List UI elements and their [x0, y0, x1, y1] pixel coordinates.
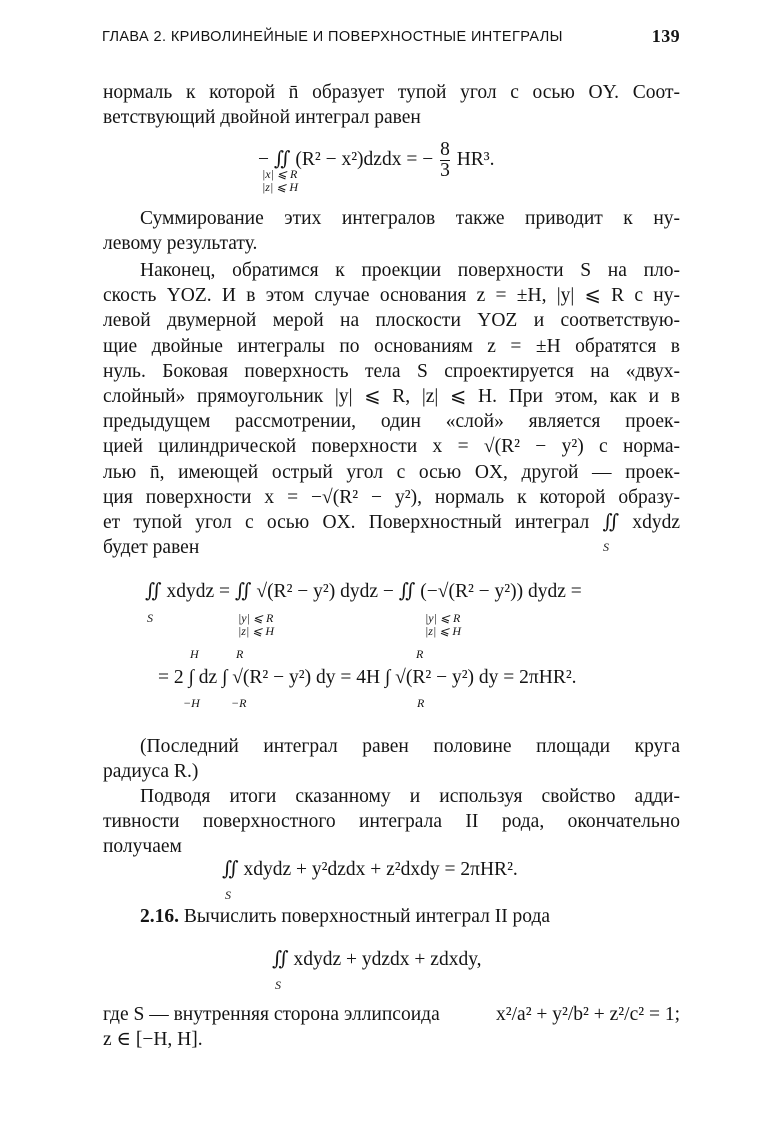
text-line: слойный» прямоугольник |y| ⩽ R, |z| ⩽ H. При этом, как и в [103, 385, 680, 407]
limit-line: |x| ⩽ R [262, 167, 298, 181]
limit-line: |y| ⩽ R [238, 611, 274, 625]
page-number: 139 [651, 26, 680, 46]
text-line: левому результату. [103, 233, 258, 255]
problem-line [103, 904, 680, 929]
text-line: нормаль к которой n̄ образует тупой угол с осью OY. Соот- [103, 82, 680, 103]
limit-line: |z| ⩽ H [238, 624, 274, 638]
ellipsoid-equation: x²/a² + y²/b² + z²/c² = 1; [496, 1004, 680, 1025]
text-line: щие двойные интегралы по основаниям z = ±H обратятся в [103, 335, 680, 357]
paragraph-1 [103, 80, 680, 130]
lower-limit: R [417, 696, 425, 710]
equation-2-line-1: ∬ xdydz = ∬ √(R² − y²) dydz − ∬ (−√(R² − y²)) dydz = [145, 581, 582, 602]
text-line: Подводя итоги сказанному и используя свойство адди- [140, 786, 680, 807]
equation-body: − ∬ (R² − x²)dzdx = − [258, 148, 434, 170]
upper-limit: H [190, 647, 199, 661]
integral-subscript-S: S [225, 888, 231, 902]
text-line: лью n̄, имеющей острый угол с осью OX, другой — проек- [103, 461, 680, 483]
text-line: ет тупой угол с осью OX. Поверхностный интеграл ∬ xdydz [103, 511, 680, 533]
text-line: получаем [103, 836, 182, 858]
integral-subscript-S: S [147, 611, 153, 625]
text-line: будет равен [103, 537, 200, 559]
text-line: тивности поверхностного интеграла II рода, окончательно [103, 811, 680, 833]
problem-2-16 [103, 904, 680, 929]
text-line: Наконец, обратимся к проекции поверхности S на пло- [140, 260, 680, 281]
fraction-denominator: 3 [440, 160, 450, 181]
text-line: (Последний интеграл равен половине площади круга [140, 736, 680, 757]
integral-subscript-S: S [275, 978, 281, 992]
equation-2-line-2: = 2 ∫ dz ∫ √(R² − y²) dy = 4H ∫ √(R² − y²) dy = 2πHR². [158, 667, 577, 688]
problem-number: 2.16. [140, 906, 179, 927]
limit-line: |z| ⩽ H [262, 180, 298, 194]
limit-line: |z| ⩽ H [425, 624, 461, 638]
text-line: скость YOZ. И в этом случае основания z = ±H, |y| ⩽ R с ну- [103, 285, 680, 307]
text-line [103, 1002, 680, 1027]
lower-limit: −R [231, 696, 247, 710]
text-line: Суммирование этих интегралов также приводит к ну- [140, 208, 680, 229]
text-line: левой двумерной мерой на плоскости YOZ и соответствую- [103, 310, 680, 332]
text-line: z ∈ [−H, H]. [103, 1029, 203, 1051]
integral-limits [238, 612, 274, 638]
paragraph-6 [103, 1002, 680, 1052]
text-line: предыдущем рассмотрении, один «слой» является проек- [103, 411, 680, 433]
integral-limits [262, 168, 298, 194]
paragraph-4 [103, 734, 680, 784]
problem-text: Вычислить поверхностный интеграл II рода [183, 906, 551, 927]
upper-limit: R [416, 647, 424, 661]
chapter-title: ГЛАВА 2. КРИВОЛИНЕЙНЫЕ И ПОВЕРХНОСТНЫЕ ИНТЕГРАЛЫ [102, 29, 563, 45]
text-line: цией цилиндрической поверхности x = √(R² − y²) с норма- [103, 436, 680, 458]
integral-limits [425, 612, 461, 638]
running-header [100, 26, 680, 48]
text-line: нуль. Боковая поверхность тела S спроектируется на «двух- [103, 360, 680, 382]
upper-limit: R [236, 647, 244, 661]
paragraph-3 [103, 258, 680, 560]
equation-tail: HR³. [456, 148, 495, 170]
text-line: ветствующий двойной интеграл равен [103, 107, 421, 129]
limit-line: |y| ⩽ R [425, 611, 461, 625]
integral-subscript-S: S [603, 540, 609, 554]
text-line: радиуса R.) [103, 761, 199, 783]
fraction [440, 140, 450, 181]
equation-4: ∬ xdydz + ydzdx + zdxdy, [272, 949, 482, 970]
fraction-numerator: 8 [440, 139, 450, 160]
text-line: ция поверхности x = −√(R² − y²), нормаль к которой образу- [103, 486, 680, 508]
paragraph-2 [103, 206, 680, 256]
equation-3: ∬ xdydz + y²dzdx + z²dxdy = 2πHR². [222, 859, 518, 880]
lower-limit: −H [183, 696, 200, 710]
paragraph-5 [103, 784, 680, 860]
text-fragment: где S — внутренняя сторона эллипсоида [103, 1004, 440, 1025]
